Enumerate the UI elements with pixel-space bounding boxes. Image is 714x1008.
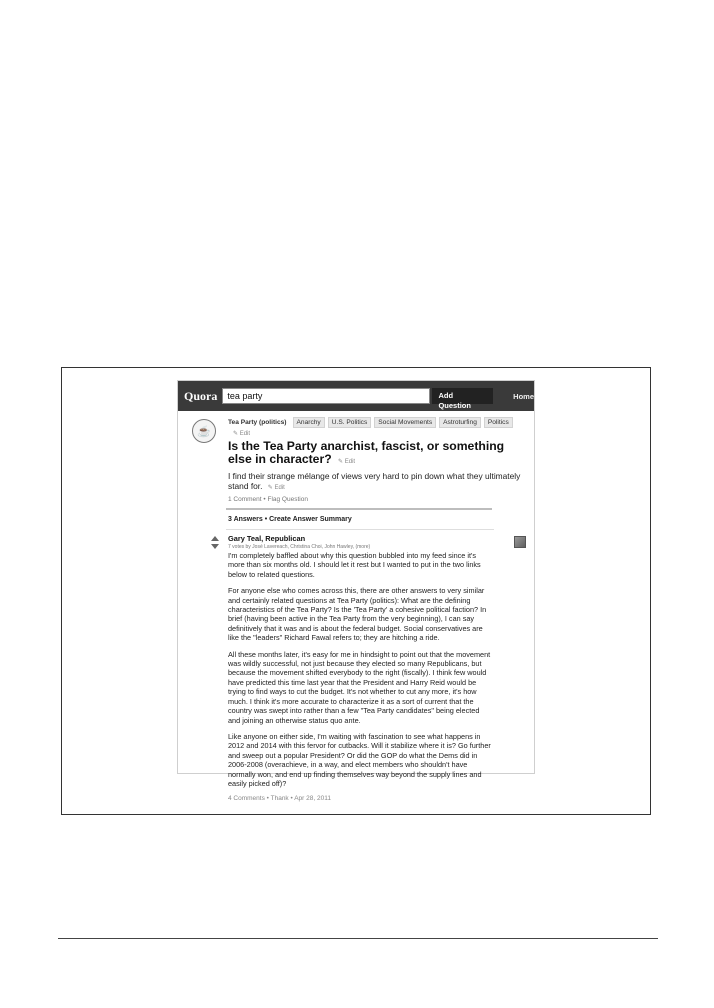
answers-divider bbox=[226, 529, 494, 530]
question-title: Is the Tea Party anarchist, fascist, or something else in character? ✎ Edit bbox=[228, 439, 505, 466]
quora-screenshot bbox=[177, 380, 535, 803]
details-edit-link[interactable]: ✎ Edit bbox=[267, 485, 285, 491]
downvote-icon[interactable] bbox=[211, 544, 219, 549]
topic-logo-icon: ☕ bbox=[192, 419, 216, 443]
author-avatar[interactable] bbox=[514, 536, 526, 548]
add-question-button[interactable]: Add Question bbox=[432, 388, 493, 404]
top-bar bbox=[178, 381, 534, 411]
topic-list bbox=[228, 417, 526, 428]
question-meta[interactable]: 1 Comment • Flag Question bbox=[228, 496, 308, 503]
title-edit-link[interactable]: ✎ Edit bbox=[338, 459, 356, 465]
answer-item bbox=[228, 534, 526, 802]
pencil-icon: ✎ bbox=[233, 431, 239, 437]
question-details: I find their strange mélange of views very hard to pin down what they ultimately stand for. ✎ Edit bbox=[228, 471, 521, 491]
answer-paragraph-1: I'm completely baffled about why this question bubbled into my feed since it's more than six months old. I should let it rest but I wanted to put in the two links below to related questions. bbox=[228, 551, 481, 579]
topic-anarchy[interactable]: Anarchy bbox=[293, 417, 325, 428]
page-footer-rule bbox=[58, 938, 658, 939]
home-link[interactable]: Home bbox=[513, 391, 534, 401]
answers-count: 3 Answers bbox=[228, 516, 263, 523]
pencil-icon: ✎ bbox=[267, 485, 273, 491]
vote-controls bbox=[211, 536, 219, 549]
answers-header: 3 Answers • Create Answer Summary bbox=[228, 516, 352, 523]
create-answer-summary-link[interactable]: Create Answer Summary bbox=[269, 516, 352, 523]
topics-edit-link[interactable]: ✎ Edit bbox=[233, 431, 251, 437]
topic-main[interactable]: Tea Party (politics) bbox=[228, 419, 287, 426]
pencil-icon: ✎ bbox=[338, 459, 344, 465]
topic-astroturfing[interactable]: Astroturfing bbox=[439, 417, 481, 428]
answer-paragraph-4: Like anyone on either side, I'm waiting with fascination to see what happens in 2012 and 2014 with this fervor for cutbacks. Will it stabilize where it is? Go further and sweep out a popular President? Or did the GOP do what the Dems did in 2006-2008 (overachieve, in a way, and elect members who shouldn't have normally won, and end up finding themselves way beyond the supply lines and easily picked off)? bbox=[228, 731, 491, 788]
topic-social-movements[interactable]: Social Movements bbox=[374, 417, 436, 428]
question-page bbox=[178, 411, 534, 802]
quora-logo[interactable]: Quora bbox=[184, 388, 218, 403]
topic-politics[interactable]: Politics bbox=[484, 417, 513, 428]
answer-voters[interactable]: 7 votes by José Lavereach, Christina Choi, John Hawley, (more) bbox=[228, 544, 371, 550]
topic-us-politics[interactable]: U.S. Politics bbox=[328, 417, 372, 428]
answer-paragraph-2: For anyone else who comes across this, there are other answers to very similar and certainly related questions at Tea Party (politics): What are the defining characteristics of the Tea Party? Is the 'Tea Party' a cohesive political faction? In brief (having been active in the Tea Party from the very beginning), I can say definitively that it was and is about the federal budget. Social conservatives are like the "leaders" Richard Fawal refers to; they are hitching a ride. bbox=[228, 586, 487, 643]
search-input[interactable]: tea party bbox=[222, 388, 430, 404]
answer-paragraph-3: All these months later, it's easy for me in hindsight to point out that the movement was wildly successful, not just because they elected so many Republicans, but because the movement shifted everybody to the right (fiscally). I think few would have predicted this time last year that the President and Harry Reid would be trying to find ways to cut the budget. It's not whether to cut any more, it's how much. I think it's more accurate to characterize it as a sort of current that the country was swept into rather than a few "Tea Party candidates" being elected and joining an otherwise status quo ante. bbox=[228, 649, 491, 725]
answer-author[interactable]: Gary Teal, Republican bbox=[228, 534, 306, 543]
answer-meta[interactable]: 4 Comments • Thank • Apr 28, 2011 bbox=[228, 795, 331, 803]
upvote-icon[interactable] bbox=[211, 536, 219, 541]
section-divider bbox=[226, 508, 492, 510]
